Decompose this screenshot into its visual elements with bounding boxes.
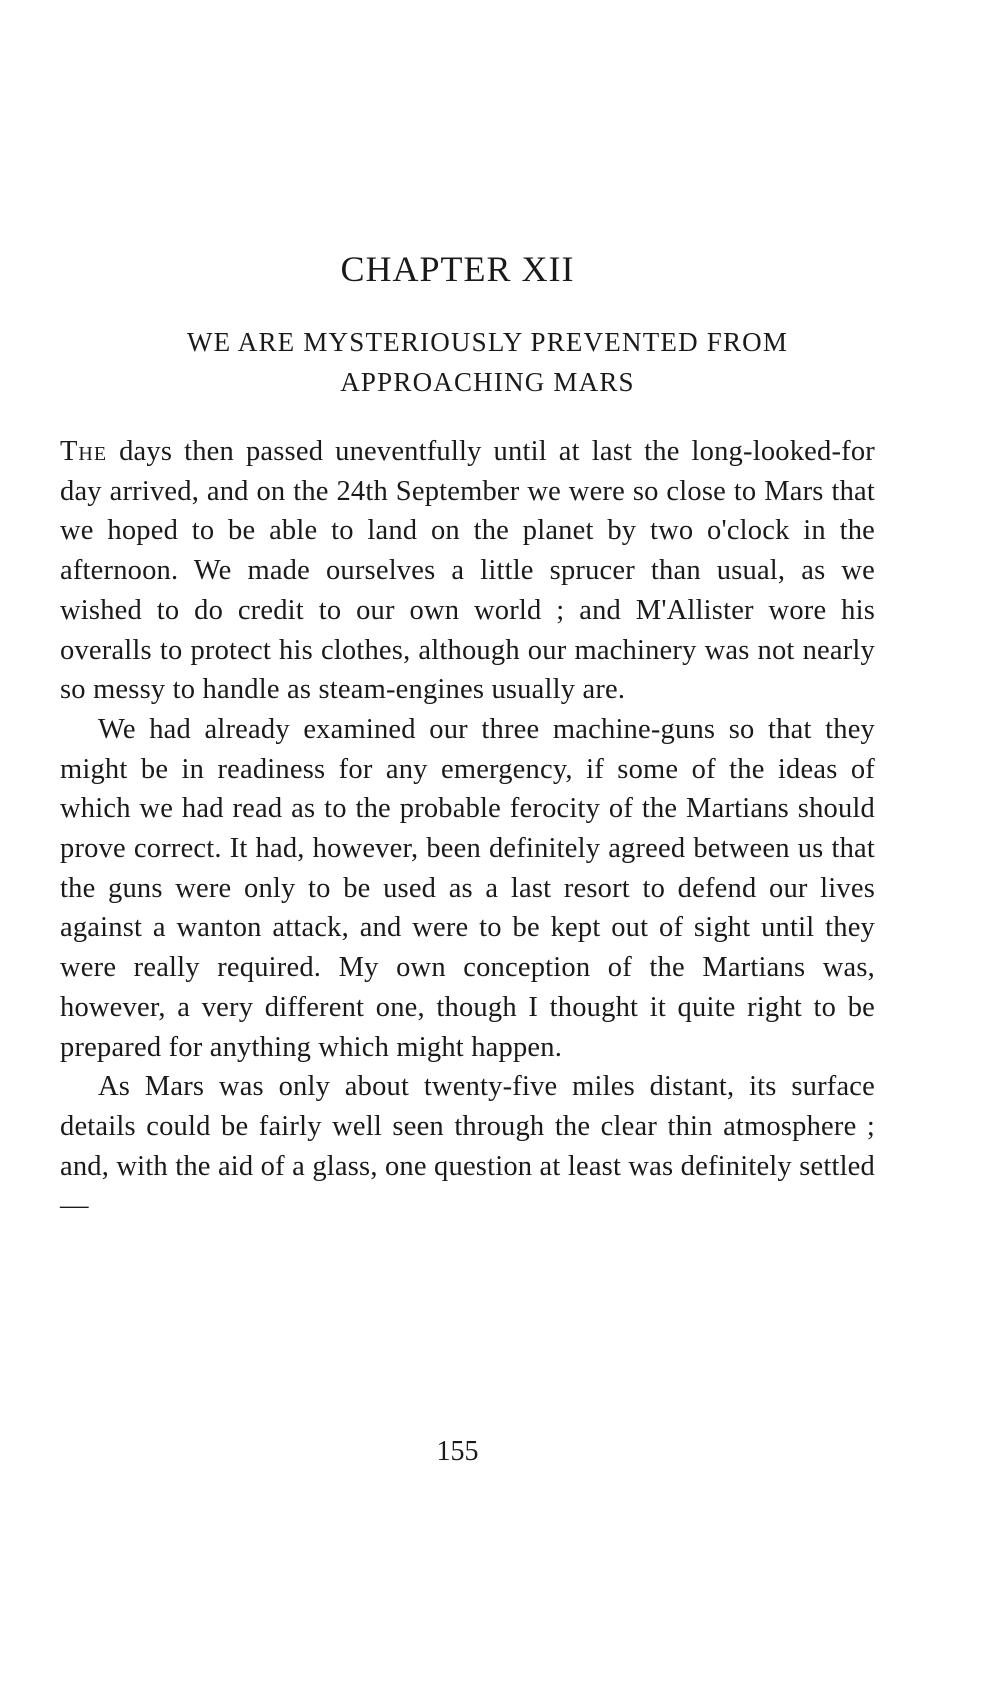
- paragraph-1-text: days then passed uneventfully until at last the long-looked-for day arrived, and on the 24th September we were so close to Mars that we hoped to be able to land on the planet by two o'clock in the afternoon. We made ourselves a little sprucer than usual, as we wished to do credit to our own world ; and M'Allister wore his overalls to protect his clothes, although our machinery was not nearly so messy to handle as steam-engines usually are.: [60, 436, 875, 706]
- chapter-title-line-1: WE ARE MYSTERIOUSLY PREVENTED FROM: [186, 327, 789, 357]
- chapter-title-line-2: APPROACHING MARS: [340, 367, 635, 397]
- paragraph-2: We had already examined our three machine-guns so that they might be in readiness for any emergency, if some of the ideas of which we had read as to the probable ferocity of the Martians should prove correct. It had, however, been definitely agreed between us that the guns were only to be used as a last resort to defend our lives against a wanton attack, and were to be kept out of sight until they were really required. My own conception of the Martians was, however, a very different one, though I thought it quite right to be prepared for anything which might happen.: [60, 713, 875, 1063]
- chapter-title: [60, 322, 915, 402]
- paragraph-3: As Mars was only about twenty-five miles distant, its surface details could be fairly well seen through the clear thin atmosphere ; and, with the aid of a glass, one question at least was definitely settled—: [60, 1071, 875, 1222]
- paragraph-1: [60, 432, 875, 710]
- paragraph-1-opening-word: The: [60, 436, 108, 467]
- chapter-body: [60, 432, 875, 1226]
- chapter-number: CHAPTER XII: [340, 249, 575, 289]
- page-number: 155: [436, 1436, 479, 1467]
